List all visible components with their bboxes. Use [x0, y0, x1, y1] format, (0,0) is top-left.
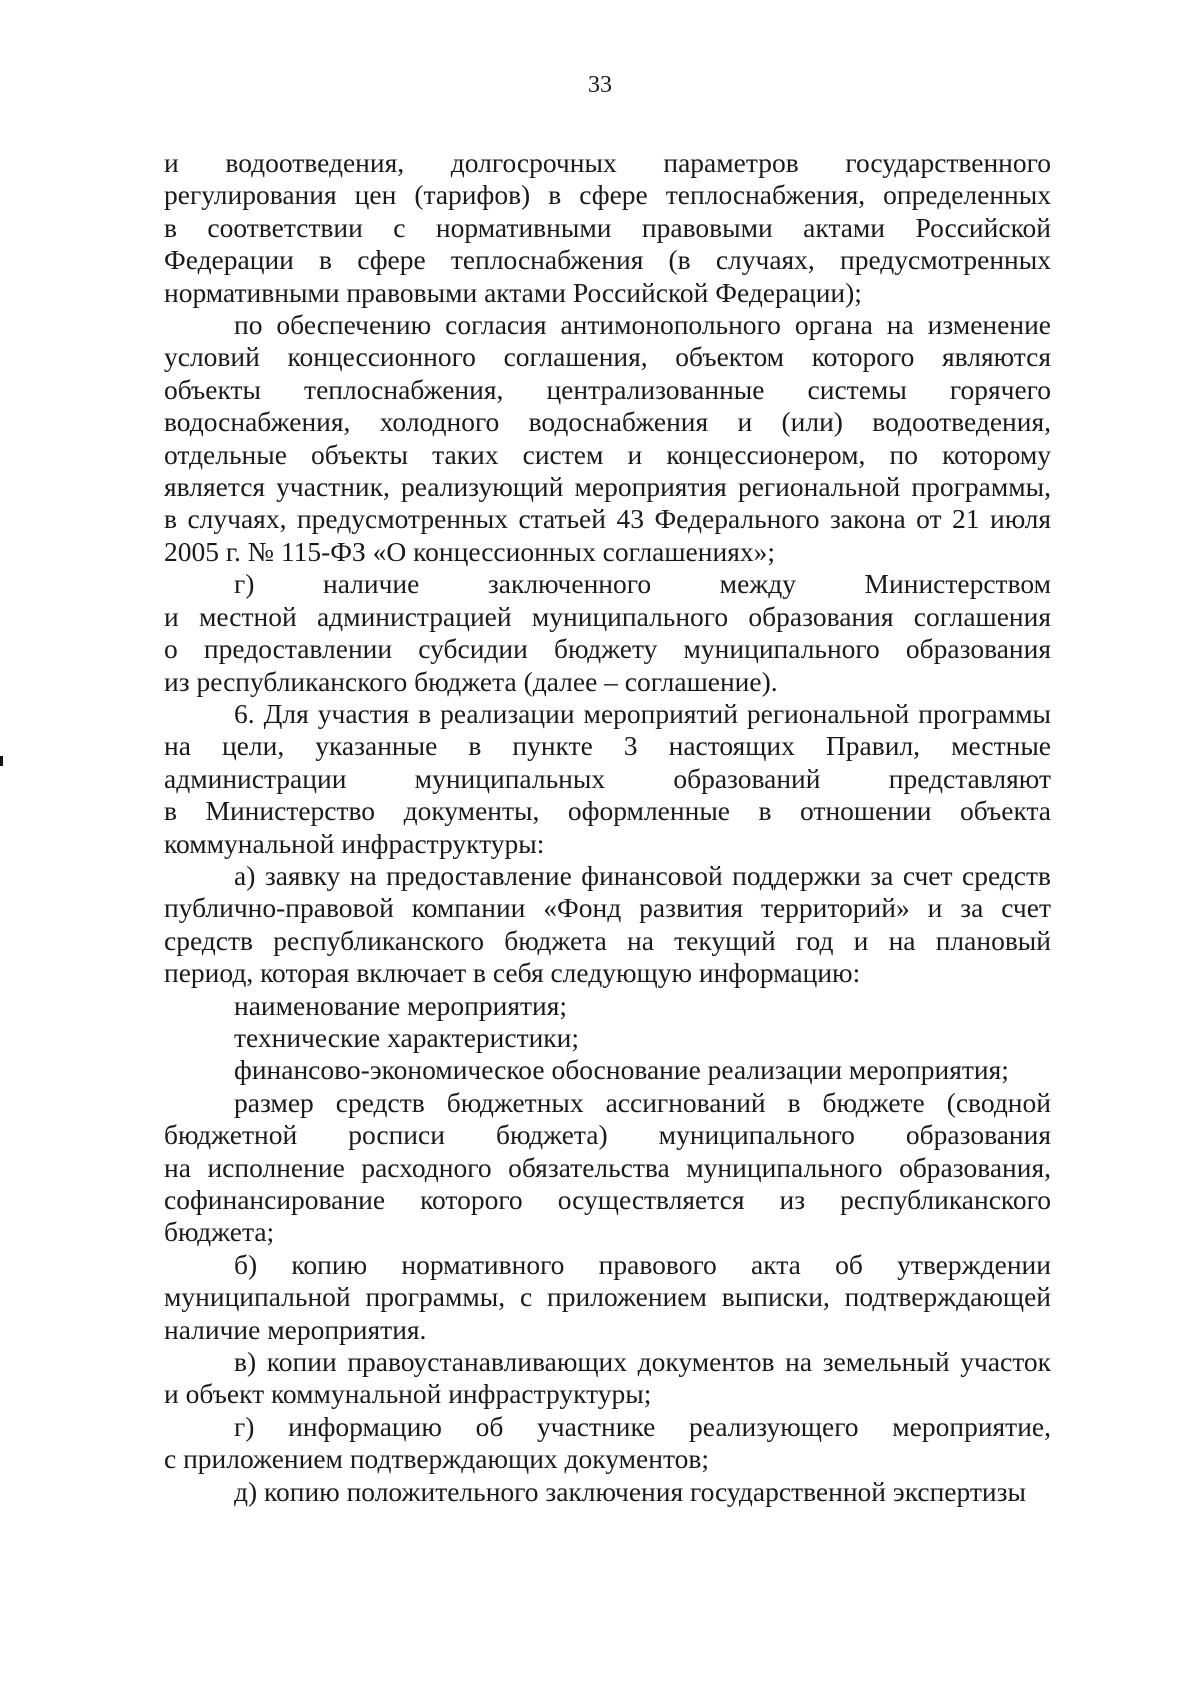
paragraph-line: регулирования цен (тарифов) в сфере теплоснабжения, определенных [164, 179, 1051, 211]
paragraph-line: объекты теплоснабжения, централизованные системы горячего [164, 373, 1051, 405]
paragraph-line: б) копию нормативного правового акта об утверждении [234, 1248, 1051, 1280]
paragraph-line: в соответствии с нормативными правовыми актами Российской [164, 211, 1051, 243]
body-text [164, 147, 1051, 1508]
paragraph-line: муниципальной программы, с приложением выписки, подтверждающей [164, 1281, 1051, 1313]
paragraph-line: бюджета; [164, 1216, 275, 1248]
paragraph-line: и объект коммунальной инфраструктуры; [164, 1378, 652, 1410]
paragraph-line: нормативными правовыми актами Российской Федерации); [164, 276, 862, 308]
paragraph-line: период, которая включает в себя следующую информацию: [164, 957, 861, 989]
paragraph-line: из республиканского бюджета (далее – соглашение). [164, 665, 778, 697]
paragraph-line: администрации муниципальных образований представляют [164, 762, 1051, 794]
paragraph-line: технические характеристики; [234, 1021, 580, 1053]
paragraph-line: финансово-экономическое обоснование реализации мероприятия; [234, 1054, 1009, 1086]
page-number: 33 [588, 72, 612, 98]
paragraph-line: публично-правовой компании «Фонд развития территорий» и за счет [164, 892, 1051, 924]
paragraph-line: на цели, указанные в пункте 3 настоящих Правил, местные [164, 730, 1051, 762]
paragraph-line: софинансирование которого осуществляется из республиканского [164, 1184, 1051, 1215]
paragraph-line: и водоотведения, долгосрочных параметров государственного [164, 147, 1051, 178]
paragraph-line: и местной администрацией муниципального образования соглашения [164, 600, 1051, 632]
paragraph-line: на исполнение расходного обязательства муниципального образования, [164, 1151, 1051, 1183]
paragraph-line: в случаях, предусмотренных статьей 43 Федерального закона от 21 июля [164, 503, 1051, 535]
paragraph-line: является участник, реализующий мероприятия региональной программы, [164, 471, 1051, 503]
paragraph-line: по обеспечению согласия антимонопольного органа на изменение [234, 309, 1051, 341]
paragraph-line: бюджетной росписи бюджета) муниципального образования [164, 1119, 1051, 1151]
paragraph-line: 6. Для участия в реализации мероприятий региональной программы [234, 697, 1051, 729]
paragraph-line: размер средств бюджетных ассигнований в бюджете (сводной [234, 1086, 1051, 1118]
paragraph-line: отдельные объекты таких систем и концессионером, по которому [164, 438, 1051, 470]
paragraph-line: коммунальной инфраструктуры: [164, 827, 545, 859]
paragraph-line: д) копию положительного заключения государственной экспертизы [234, 1475, 1026, 1507]
paragraph-line: г) информацию об участнике реализующего мероприятие, [234, 1410, 1051, 1442]
paragraph-line: а) заявку на предоставление финансовой поддержки за счет средств [234, 859, 1051, 891]
paragraph-line: с приложением подтверждающих документов; [164, 1443, 709, 1475]
paragraph-line: о предоставлении субсидии бюджету муниципального образования [164, 633, 1051, 665]
paragraph-line: наименование мероприятия; [234, 989, 568, 1021]
paragraph-line: 2005 г. № 115-ФЗ «О концессионных соглашениях»; [164, 535, 775, 567]
paragraph-line: наличие мероприятия. [164, 1313, 427, 1345]
paragraph-line: средств республиканского бюджета на текущий год и на плановый [164, 924, 1051, 956]
margin-mark [0, 756, 3, 766]
paragraph-line: в Министерство документы, оформленные в отношении объекта [164, 795, 1051, 827]
paragraph-line: Федерации в сфере теплоснабжения (в случаях, предусмотренных [164, 244, 1051, 276]
paragraph-line: г) наличие заключенного между Министерством [234, 568, 1051, 600]
paragraph-line: условий концессионного соглашения, объектом которого являются [164, 341, 1051, 373]
paragraph-line: в) копии правоустанавливающих документов на земельный участок [234, 1346, 1051, 1378]
paragraph-line: водоснабжения, холодного водоснабжения и (или) водоотведения, [164, 406, 1051, 438]
